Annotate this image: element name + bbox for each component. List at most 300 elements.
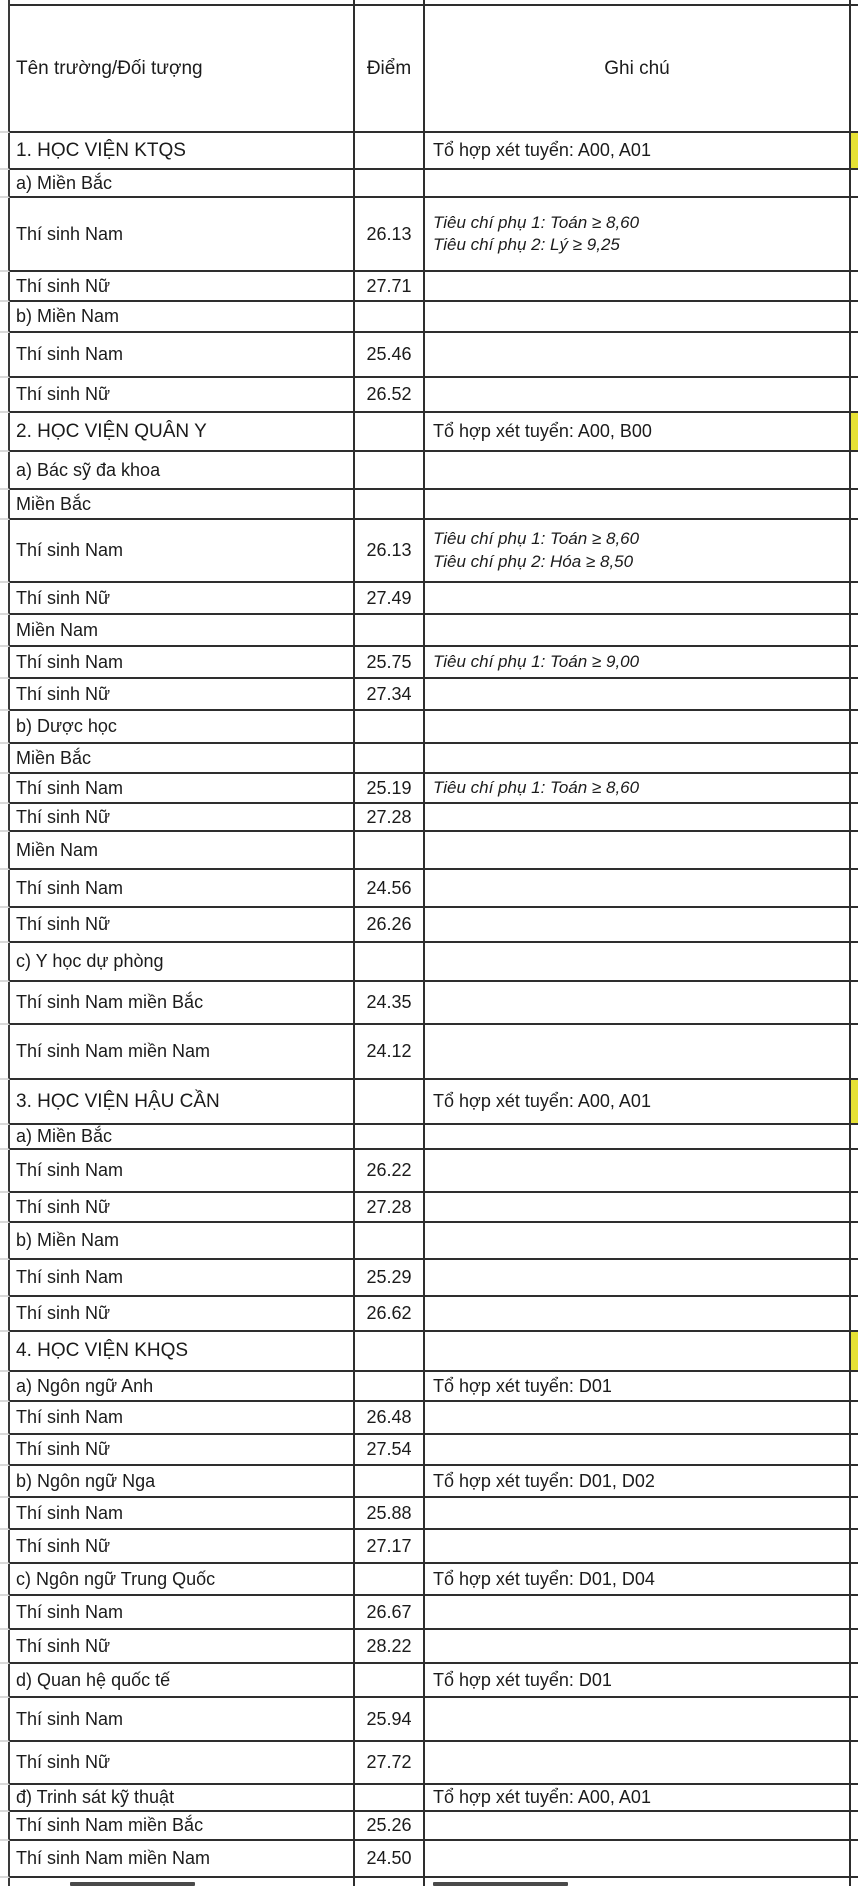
note-cell [425, 333, 851, 378]
table-row [0, 908, 858, 943]
note-cell [425, 1812, 851, 1841]
school-cell: Thí sinh Nam [10, 870, 355, 908]
table-row [0, 1435, 858, 1466]
score-cell [355, 413, 425, 452]
note-cell [425, 1630, 851, 1664]
note-cell [425, 1564, 851, 1596]
left-edge-sliver [0, 832, 10, 870]
right-edge-sliver [851, 1785, 858, 1812]
left-edge-sliver [0, 1260, 10, 1297]
note-line: Tổ hợp xét tuyển: D01, D02 [433, 1470, 655, 1491]
table-row [0, 774, 858, 804]
score-cell: 27.17 [355, 1530, 425, 1564]
left-edge-sliver [0, 170, 10, 198]
note-cell [425, 1150, 851, 1193]
right-edge-sliver [851, 1402, 858, 1435]
note-line: Tổ hợp xét tuyển: D01 [433, 1669, 612, 1690]
note-cell [425, 1785, 851, 1812]
group-row [0, 1372, 858, 1402]
section-row [0, 1080, 858, 1125]
score-cell [355, 1332, 425, 1372]
right-edge-sliver [851, 583, 858, 615]
table-row [0, 272, 858, 302]
score-cell: 24.50 [355, 1841, 425, 1878]
note-line: Tổ hợp xét tuyển: A00, B00 [433, 421, 652, 441]
score-cell [355, 490, 425, 520]
col-header-score: Điểm [355, 6, 425, 133]
note-cell [425, 198, 851, 272]
section-row [0, 1332, 858, 1372]
school-cell: b) Miền Nam [10, 1223, 355, 1260]
left-edge-sliver [0, 647, 10, 679]
left-edge-sliver [0, 982, 10, 1025]
right-edge-sliver [851, 1435, 858, 1466]
score-cell [355, 1372, 425, 1402]
left-edge-sliver [0, 943, 10, 982]
right-edge-sliver [851, 679, 858, 711]
note-line: Tiêu chí phụ 2: Lý ≥ 9,25 [433, 235, 620, 254]
left-edge-sliver [0, 615, 10, 647]
score-cell [355, 133, 425, 170]
score-cell: 27.34 [355, 679, 425, 711]
right-edge-sliver [851, 1698, 858, 1742]
right-edge-sliver [851, 1630, 858, 1664]
group-row [0, 1466, 858, 1498]
score-cell: 26.22 [355, 1150, 425, 1193]
school-cell: Thí sinh Nữ [10, 1193, 355, 1223]
left-edge-sliver [0, 1125, 10, 1150]
right-edge-sliver [851, 908, 858, 943]
left-edge-sliver [0, 583, 10, 615]
school-cell: Thí sinh Nữ [10, 1630, 355, 1664]
col-header-note: Ghi chú [425, 6, 851, 133]
right-edge-sliver [851, 774, 858, 804]
right-edge-sliver [851, 302, 858, 333]
school-cell: Miền Nam [10, 615, 355, 647]
right-edge-sliver [851, 1372, 858, 1402]
note-line: Tổ hợp xét tuyển: D01 [433, 1375, 612, 1396]
left-edge-sliver [0, 1596, 10, 1630]
highlight-marker [851, 1080, 858, 1125]
school-cell: Miền Bắc [10, 490, 355, 520]
right-edge-sliver [851, 982, 858, 1025]
score-cell: 25.26 [355, 1812, 425, 1841]
score-cell: 27.54 [355, 1435, 425, 1466]
left-edge-sliver [0, 490, 10, 520]
note-cell [425, 302, 851, 333]
group-row [0, 490, 858, 520]
score-cell [355, 744, 425, 774]
table-row [0, 198, 858, 272]
group-row [0, 1664, 858, 1698]
school-cell: c) Y học dự phòng [10, 943, 355, 982]
note-line: Tổ hợp xét tuyển: D01, D04 [433, 1568, 655, 1589]
score-cell: 25.88 [355, 1498, 425, 1530]
highlight-marker [851, 1332, 858, 1372]
school-cell: Thí sinh Nữ [10, 804, 355, 832]
left-edge-sliver [0, 679, 10, 711]
note-cell [425, 1080, 851, 1125]
left-edge-sliver [0, 1698, 10, 1742]
group-row [0, 1223, 858, 1260]
right-edge-sliver [851, 272, 858, 302]
left-edge-sliver [0, 198, 10, 272]
group-row [0, 170, 858, 198]
school-cell: Thí sinh Nam [10, 1596, 355, 1630]
note-cell [425, 1223, 851, 1260]
left-edge-sliver [0, 1564, 10, 1596]
note-cell [425, 870, 851, 908]
note-cell [425, 1402, 851, 1435]
note-cell [425, 982, 851, 1025]
note-line: Tiêu chí phụ 1: Toán ≥ 9,00 [433, 651, 640, 671]
score-cell [355, 1664, 425, 1698]
school-cell: Thí sinh Nữ [10, 378, 355, 413]
right-edge-sliver [851, 1841, 858, 1878]
table-row [0, 1742, 858, 1785]
right-edge-sliver [851, 1878, 858, 1886]
school-cell: 4. HỌC VIỆN KHQS [10, 1332, 355, 1372]
school-cell: Miền Bắc [10, 744, 355, 774]
note-line: Tiêu chí phụ 1: Toán ≥ 8,60 [433, 777, 640, 797]
school-cell: b) Miền Nam [10, 302, 355, 333]
school-cell: Thí sinh Nữ [10, 1435, 355, 1466]
school-cell: Thí sinh Nam [10, 1260, 355, 1297]
school-cell: a) Miền Bắc [10, 1125, 355, 1150]
highlight-marker [851, 413, 858, 452]
school-cell: Thí sinh Nam [10, 333, 355, 378]
left-edge-sliver [0, 1812, 10, 1841]
group-row [0, 1564, 858, 1596]
school-cell: a) Bác sỹ đa khoa [10, 452, 355, 490]
note-cell [425, 452, 851, 490]
table-row [0, 378, 858, 413]
score-cell: 24.35 [355, 982, 425, 1025]
left-edge-sliver [0, 1150, 10, 1193]
note-cell [425, 1466, 851, 1498]
left-edge-sliver [0, 302, 10, 333]
school-cell: 1. HỌC VIỆN KTQS [10, 133, 355, 170]
left-edge-sliver [0, 1193, 10, 1223]
left-edge-sliver [0, 272, 10, 302]
left-edge-sliver [0, 1025, 10, 1080]
score-cell [355, 1466, 425, 1498]
note-cell [425, 679, 851, 711]
score-cell [355, 711, 425, 744]
school-cell: Thí sinh Nữ [10, 679, 355, 711]
right-edge-sliver [851, 1664, 858, 1698]
right-edge-sliver [851, 1260, 858, 1297]
left-edge-sliver [0, 378, 10, 413]
score-cell [355, 1223, 425, 1260]
school-cell: b) Ngôn ngữ Nga [10, 1466, 355, 1498]
table-row [0, 1260, 858, 1297]
right-edge-sliver [851, 615, 858, 647]
left-edge-sliver [0, 1402, 10, 1435]
school-cell: Thí sinh Nữ [10, 1530, 355, 1564]
score-cell: 25.19 [355, 774, 425, 804]
school-cell: a) Miền Bắc [10, 170, 355, 198]
group-row [0, 832, 858, 870]
left-edge-sliver [0, 1498, 10, 1530]
right-edge-sliver [851, 711, 858, 744]
school-cell: c) Ngôn ngữ Trung Quốc [10, 1564, 355, 1596]
table-row [0, 1630, 858, 1664]
table-row [0, 1297, 858, 1332]
school-cell: Thí sinh Nam miền Bắc [10, 982, 355, 1025]
note-line: Tiêu chí phụ 1: Toán ≥ 8,60 [433, 529, 640, 549]
table-row [0, 1498, 858, 1530]
right-edge-sliver [851, 1742, 858, 1785]
school-cell: Miền Nam [10, 832, 355, 870]
note-cell [425, 272, 851, 302]
note-line: Tiêu chí phụ 1: Toán ≥ 8,60 [433, 212, 640, 232]
school-cell: Thí sinh Nam miền Bắc [10, 1812, 355, 1841]
right-edge-sliver [851, 520, 858, 583]
left-edge-sliver [0, 1223, 10, 1260]
left-edge-sliver [0, 1435, 10, 1466]
school-cell: Thí sinh Nữ [10, 1297, 355, 1332]
score-cell: 26.13 [355, 520, 425, 583]
school-cell: Thí sinh Nữ [10, 272, 355, 302]
right-edge-sliver [851, 1297, 858, 1332]
score-cell [355, 302, 425, 333]
score-cell [355, 170, 425, 198]
left-edge-sliver [0, 1332, 10, 1372]
score-cell: 24.56 [355, 870, 425, 908]
right-edge-sliver [851, 490, 858, 520]
note-cell [425, 1260, 851, 1297]
table-row [0, 804, 858, 832]
right-edge-sliver [851, 1125, 858, 1150]
school-cell: Thí sinh Nam [10, 1402, 355, 1435]
school-cell: Thí sinh Nam [10, 198, 355, 272]
table-row [0, 1596, 858, 1630]
score-cell: 26.52 [355, 378, 425, 413]
group-row [0, 943, 858, 982]
group-row [0, 711, 858, 744]
group-row [0, 1125, 858, 1150]
note-cell [425, 804, 851, 832]
note-cell [425, 711, 851, 744]
note-cell [425, 520, 851, 583]
section-row [0, 133, 858, 170]
group-row [0, 302, 858, 333]
note-cell [425, 774, 851, 804]
right-edge-sliver [851, 452, 858, 490]
left-edge-sliver [0, 774, 10, 804]
score-cell [355, 832, 425, 870]
right-edge-sliver [851, 1193, 858, 1223]
school-cell: Thí sinh Nam miền Nam [10, 1025, 355, 1080]
note-cell [425, 943, 851, 982]
group-row [0, 452, 858, 490]
score-cell: 24.12 [355, 1025, 425, 1080]
score-cell: 28.22 [355, 1630, 425, 1664]
table-row [0, 982, 858, 1025]
table-body [0, 133, 858, 1886]
score-cell: 26.62 [355, 1297, 425, 1332]
note-cell [425, 744, 851, 774]
score-cell: 26.26 [355, 908, 425, 943]
score-cell: 25.29 [355, 1260, 425, 1297]
table-row [0, 333, 858, 378]
table-row [0, 583, 858, 615]
school-cell: Thí sinh Nam [10, 647, 355, 679]
table-row [0, 1841, 858, 1878]
score-cell: 27.28 [355, 804, 425, 832]
note-cell [425, 378, 851, 413]
note-cell [425, 1596, 851, 1630]
left-edge-sliver [0, 1630, 10, 1664]
table-row [0, 1812, 858, 1841]
right-edge-sliver [851, 1150, 858, 1193]
group-row [0, 744, 858, 774]
note-cell [425, 1125, 851, 1150]
school-cell: b) Dược học [10, 711, 355, 744]
right-edge-sliver [851, 1498, 858, 1530]
left-edge-sliver [0, 333, 10, 378]
score-cell: 27.49 [355, 583, 425, 615]
score-cell: 25.94 [355, 1698, 425, 1742]
note-cell [425, 1193, 851, 1223]
right-edge-sliver [851, 1564, 858, 1596]
table-row [0, 520, 858, 583]
note-cell [425, 615, 851, 647]
left-edge-sliver [0, 1466, 10, 1498]
score-cell: 27.72 [355, 1742, 425, 1785]
left-edge-sliver [0, 1878, 10, 1886]
note-cell [425, 583, 851, 615]
school-cell: Thí sinh Nữ [10, 583, 355, 615]
left-edge-sliver [0, 744, 10, 774]
school-cell: Thí sinh Nam miền Nam [10, 1841, 355, 1878]
note-line: Tiêu chí phụ 2: Hóa ≥ 8,50 [433, 551, 634, 571]
right-edge-sliver [851, 198, 858, 272]
table-row [0, 1402, 858, 1435]
note-cell [425, 1498, 851, 1530]
table-row [0, 1150, 858, 1193]
table-row [0, 1530, 858, 1564]
note-cell [425, 1664, 851, 1698]
school-cell: Thí sinh Nữ [10, 908, 355, 943]
left-edge-sliver [0, 520, 10, 583]
score-cell: 27.71 [355, 272, 425, 302]
table-row [0, 679, 858, 711]
table-row [0, 1025, 858, 1080]
note-cell [425, 1841, 851, 1878]
right-edge-sliver [851, 870, 858, 908]
right-edge-sliver [851, 744, 858, 774]
note-line: Tổ hợp xét tuyển: A00, A01 [433, 1787, 651, 1807]
left-edge-sliver [0, 452, 10, 490]
score-cell [355, 615, 425, 647]
right-edge-sliver [851, 1223, 858, 1260]
score-cell [355, 452, 425, 490]
col-header-school: Tên trường/Đối tượng [10, 6, 355, 133]
left-edge-sliver [0, 804, 10, 832]
note-cell [425, 1435, 851, 1466]
note-cell [425, 1372, 851, 1402]
note-cell [425, 832, 851, 870]
school-cell: Thí sinh Nữ [10, 1742, 355, 1785]
table-row [0, 1193, 858, 1223]
score-cell: 26.13 [355, 198, 425, 272]
right-edge-sliver [851, 804, 858, 832]
note-cell [425, 1530, 851, 1564]
note-cell [425, 1698, 851, 1742]
school-cell: Thí sinh Nam [10, 774, 355, 804]
right-edge-sliver [851, 1466, 858, 1498]
right-edge-sliver [851, 832, 858, 870]
score-cell [355, 1564, 425, 1596]
note-cell [425, 1332, 851, 1372]
score-cell: 25.46 [355, 333, 425, 378]
cutoff-text-fragment [433, 1882, 568, 1886]
left-edge-sliver [0, 1080, 10, 1125]
left-edge-sliver [0, 1297, 10, 1332]
score-cell [355, 1125, 425, 1150]
score-cell [355, 943, 425, 982]
note-line: Tổ hợp xét tuyển: A00, A01 [433, 1091, 651, 1111]
right-edge-sliver [851, 1812, 858, 1841]
section-row [0, 413, 858, 452]
note-cell [425, 413, 851, 452]
table-row [0, 1698, 858, 1742]
left-edge-sliver [0, 711, 10, 744]
note-cell [425, 1297, 851, 1332]
right-edge-sliver [851, 333, 858, 378]
school-cell: 3. HỌC VIỆN HẬU CẦN [10, 1080, 355, 1125]
group-row [0, 1785, 858, 1812]
right-edge-sliver [851, 378, 858, 413]
right-edge-sliver [851, 943, 858, 982]
note-cell [425, 1742, 851, 1785]
left-edge-sliver [0, 133, 10, 170]
note-cell [425, 133, 851, 170]
note-cell [425, 908, 851, 943]
score-cell [355, 1785, 425, 1812]
score-cell: 27.28 [355, 1193, 425, 1223]
group-row [0, 615, 858, 647]
left-edge-sliver [0, 1530, 10, 1564]
score-cell [355, 1080, 425, 1125]
note-cell [425, 647, 851, 679]
note-cell [425, 490, 851, 520]
score-cell: 26.67 [355, 1596, 425, 1630]
score-cell [355, 1878, 425, 1886]
school-cell: đ) Trinh sát kỹ thuật [10, 1785, 355, 1812]
table-row [0, 647, 858, 679]
right-edge-sliver [851, 647, 858, 679]
left-edge-sliver [0, 1785, 10, 1812]
right-edge-sliver [851, 1596, 858, 1630]
right-edge-sliver [851, 1530, 858, 1564]
highlight-marker [851, 133, 858, 170]
left-edge-sliver [0, 908, 10, 943]
school-cell: Thí sinh Nam [10, 1498, 355, 1530]
school-cell: Thí sinh Nam [10, 1698, 355, 1742]
note-line: Tổ hợp xét tuyển: A00, A01 [433, 140, 651, 160]
note-cell [425, 170, 851, 198]
score-cell: 26.48 [355, 1402, 425, 1435]
school-cell: 2. HỌC VIỆN QUÂN Y [10, 413, 355, 452]
note-cell [425, 1025, 851, 1080]
score-cell: 25.75 [355, 647, 425, 679]
left-edge-sliver [0, 1841, 10, 1878]
table-header-row [0, 6, 858, 133]
left-edge-sliver [0, 413, 10, 452]
